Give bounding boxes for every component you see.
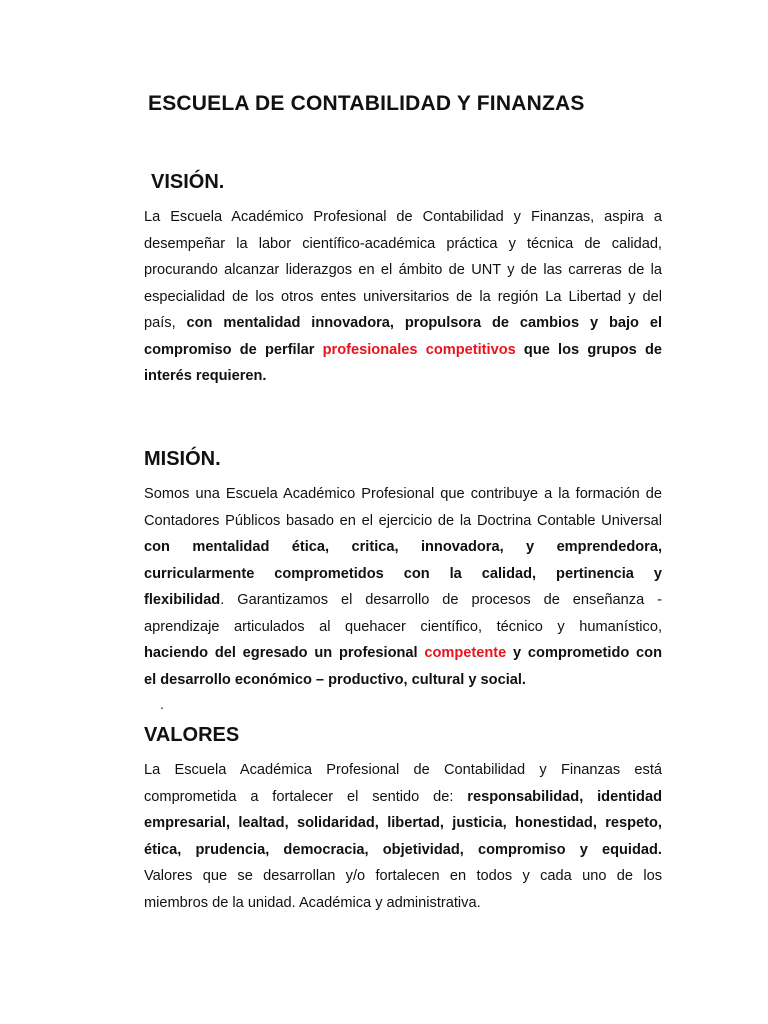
highlighted-text: competente bbox=[424, 645, 507, 661]
paragraph-line bbox=[144, 337, 662, 364]
highlighted-text: profesionales competitivos bbox=[322, 341, 516, 358]
paragraph-line bbox=[144, 614, 662, 641]
paragraph-line bbox=[144, 640, 662, 667]
text-segment: La Escuela Académico Profesional de Contabilidad y Finanzas, aspira a bbox=[144, 209, 662, 225]
paragraph-line bbox=[144, 257, 662, 284]
bold-text: curricularmente comprometidos con la calidad, pertinencia y bbox=[144, 565, 662, 582]
bold-text: compromiso de perfilar bbox=[144, 341, 323, 358]
text-segment: Valores que se desarrollan y/o fortalecen en todos y cada uno de los bbox=[144, 868, 662, 884]
bold-text: que los grupos de bbox=[515, 341, 662, 358]
paragraph-line bbox=[144, 757, 662, 784]
paragraph-line bbox=[144, 587, 662, 614]
paragraph-line bbox=[144, 890, 662, 917]
paragraph-line bbox=[144, 363, 662, 390]
text-segment: desempeñar la labor científico-académica práctica y técnica de calidad, bbox=[144, 235, 662, 252]
bold-text: interés requieren. bbox=[144, 368, 267, 384]
bold-text: responsabilidad, identidad bbox=[467, 788, 662, 805]
paragraph-line bbox=[144, 508, 662, 535]
paragraph-line bbox=[144, 667, 662, 694]
values-paragraph bbox=[144, 757, 662, 916]
bold-text: y comprometido con bbox=[506, 645, 663, 661]
text-segment: aprendizaje articulados al quehacer científico, técnico y humanístico, bbox=[144, 618, 662, 635]
bold-text: empresarial, lealtad, solidaridad, libertad, justicia, honestidad, respeto, bbox=[144, 815, 662, 831]
paragraph-line bbox=[144, 784, 662, 811]
document-title: ESCUELA DE CONTABILIDAD Y FINANZAS bbox=[148, 92, 585, 115]
bold-text: haciendo del egresado un profesional bbox=[144, 645, 425, 661]
paragraph-line bbox=[144, 481, 662, 508]
text-segment: país, bbox=[144, 315, 187, 331]
bold-text: con mentalidad ética, critica, innovadora, y emprendedora, bbox=[144, 539, 662, 555]
text-segment: comprometida a fortalecer el sentido de: bbox=[144, 788, 468, 805]
paragraph-line bbox=[144, 204, 662, 231]
bold-text: con mentalidad innovadora, propulsora de cambios y bajo el bbox=[186, 315, 663, 331]
values-heading: VALORES bbox=[144, 724, 240, 746]
paragraph-line bbox=[144, 810, 662, 837]
text-segment: . Garantizamos el desarrollo de procesos de enseñanza - bbox=[220, 592, 662, 608]
paragraph-line bbox=[144, 837, 662, 864]
text-segment: La Escuela Académica Profesional de Contabilidad y Finanzas está bbox=[144, 762, 662, 778]
bold-text: flexibilidad bbox=[144, 592, 221, 608]
paragraph-line bbox=[144, 534, 662, 561]
text-segment: especialidad de los otros entes universitarios de la región La Libertad y del bbox=[144, 288, 662, 305]
bold-text: el desarrollo económico – productivo, cultural y social. bbox=[144, 671, 526, 688]
vision-heading: VISIÓN. bbox=[151, 171, 225, 193]
paragraph-line bbox=[144, 310, 662, 337]
text-segment: procurando alcanzar liderazgos en el ámbito de UNT y de las carreras de la bbox=[144, 262, 662, 278]
paragraph-line bbox=[144, 284, 662, 311]
stray-dot: . bbox=[160, 696, 164, 712]
bold-text: ética, prudencia, democracia, objetividad, compromiso y equidad. bbox=[144, 841, 662, 858]
text-segment: Contadores Públicos basado en el ejercicio de la Doctrina Contable Universal bbox=[144, 512, 662, 529]
mission-paragraph bbox=[144, 481, 662, 693]
paragraph-line bbox=[144, 561, 662, 588]
paragraph-line bbox=[144, 231, 662, 258]
paragraph-line bbox=[144, 863, 662, 890]
text-segment: Somos una Escuela Académico Profesional que contribuye a la formación de bbox=[144, 486, 662, 502]
mission-heading: MISIÓN. bbox=[144, 448, 221, 470]
vision-paragraph bbox=[144, 204, 662, 390]
text-segment: miembros de la unidad. Académica y administrativa. bbox=[144, 894, 481, 911]
